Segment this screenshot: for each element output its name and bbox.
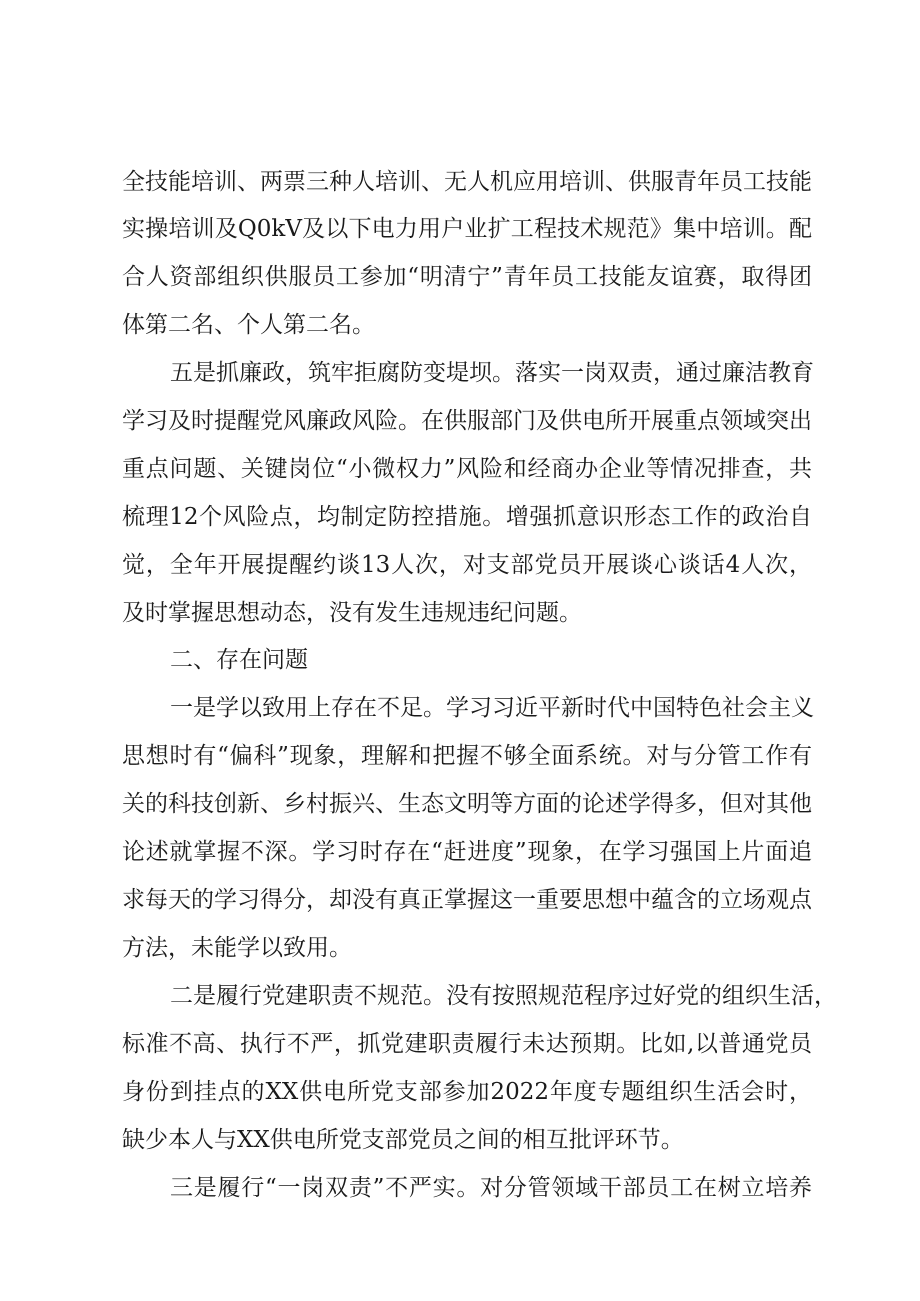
body-text-line: 及时掌握思想动态，没有发生违规违纪问题。 xyxy=(122,600,582,626)
body-text-line: 实操培训及Q0kV及以下电力用户业扩工程技术规范》集中培训。配 xyxy=(122,216,812,242)
body-text-line: 梳理12个风险点，均制定防控措施。增强抓意识形态工作的政治自 xyxy=(122,504,812,530)
paragraph-first-line: 三是履行“一岗双责”不严实。对分管领域干部员工在树立培养 xyxy=(170,1175,812,1201)
body-text-line: 合人资部组织供服员工参加“明清宁”青年员工技能友谊赛，取得团 xyxy=(122,264,812,290)
section-heading: 二、存在问题 xyxy=(170,647,308,673)
body-text-line: 体第二名、个人第二名。 xyxy=(122,312,375,338)
body-text-line: 思想时有“偏科”现象，理解和把握不够全面系统。对与分管工作有 xyxy=(122,743,812,769)
body-text-line: 重点问题、关键岗位“小微权力”风险和经商办企业等情况排查，共 xyxy=(122,456,812,482)
paragraph-first-line: 五是抓廉政，筑牢拒腐防变堤坝。落实一岗双责，通过廉洁教育 xyxy=(170,360,814,386)
body-text-line: 觉，全年开展提醒约谈13人次，对支部党员开展谈心谈话4人次， xyxy=(122,552,812,578)
body-text-line: 关的科技创新、乡村振兴、生态文明等方面的论述学得多，但对其他 xyxy=(122,791,812,817)
body-text-line: 论述就掌握不深。学习时存在“赶进度”现象，在学习强国上片面追 xyxy=(122,839,812,865)
paragraph-first-line: 二是履行党建职责不规范。没有按照规范程序过好党的组织生活， xyxy=(170,983,837,1009)
body-text-line: 全技能培训、两票三种人培训、无人机应用培训、供服青年员工技能 xyxy=(122,169,812,195)
body-text-line: 求每天的学习得分，却没有真正掌握这一重要思想中蕴含的立场观点 xyxy=(122,887,812,913)
paragraph-first-line: 一是学以致用上存在不足。学习习近平新时代中国特色社会主义 xyxy=(170,695,814,721)
body-text-line: 方法，未能学以致用。 xyxy=(122,935,352,961)
body-text-line: 身份到挂点的XX供电所党支部参加2022年度专题组织生活会时， xyxy=(122,1079,812,1105)
body-text-line: 缺少本人与XX供电所党支部党员之间的相互批评环节。 xyxy=(122,1127,684,1153)
body-text-line: 标准不高、执行不严，抓党建职责履行未达预期。比如,以普通党员 xyxy=(122,1031,812,1057)
body-text-line: 学习及时提醒党风廉政风险。在供服部门及供电所开展重点领域突出 xyxy=(122,408,812,434)
